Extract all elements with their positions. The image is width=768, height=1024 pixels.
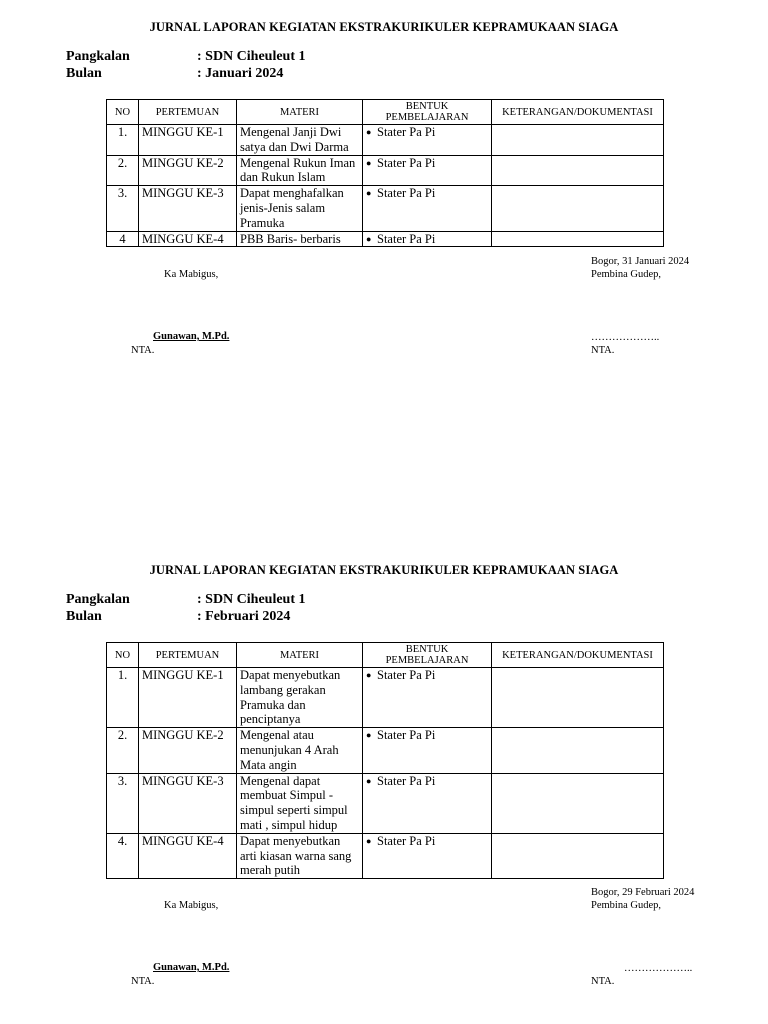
cell-pertemuan: MINGGU KE-3 [139, 773, 237, 833]
cell-keterangan [492, 155, 664, 186]
cell-keterangan [492, 773, 664, 833]
bulan-value: : Januari 2024 [197, 66, 284, 81]
table-row [107, 773, 664, 833]
cell-pertemuan: MINGGU KE-2 [139, 155, 237, 186]
cell-keterangan [492, 186, 664, 231]
pangkalan-value: : SDN Ciheuleut 1 [197, 49, 306, 64]
bentuk-text: Stater Pa Pi [377, 668, 436, 682]
cell-bentuk [363, 773, 492, 833]
bentuk-text: Stater Pa Pi [377, 186, 436, 201]
bentuk-text: Stater Pa Pi [377, 728, 436, 743]
pangkalan-label: Pangkalan [66, 592, 130, 607]
mabigus-name: Gunawan, M.Pd. [153, 331, 230, 342]
cell-no: 1. [107, 668, 139, 728]
place-date: Bogor, 31 Januari 2024 [591, 256, 690, 267]
table-header-row [107, 100, 664, 125]
cell-keterangan [492, 125, 664, 156]
cell-materi: Dapat menyebutkan lambang gerakan Pramuka dan penciptanya [237, 668, 363, 728]
cell-materi: Mengenal Rukun Iman dan Rukun Islam [237, 155, 363, 186]
table-row [107, 668, 664, 728]
cell-materi: Mengenal atau menunjukan 4 Arah Mata angin [237, 728, 363, 773]
cell-materi: Dapat menyebutkan arti kiasan warna sang merah putih [237, 833, 363, 878]
bulan-label: Bulan [66, 66, 102, 81]
bullet-icon: ● [366, 730, 372, 741]
cell-materi: Mengenal dapat membuat Simpul - simpul seperti simpul mati , simpul hidup [237, 773, 363, 833]
cell-no: 2. [107, 155, 139, 186]
pembina-nta: NTA. [591, 976, 615, 987]
header-keterangan: KETERANGAN/DOKUMENTASI [492, 100, 664, 125]
bentuk-text: Stater Pa Pi [377, 231, 436, 246]
pangkalan-label: Pangkalan [66, 49, 130, 64]
mabigus-role: Ka Mabigus, [164, 900, 219, 911]
table-row [107, 231, 664, 247]
cell-pertemuan: MINGGU KE-4 [139, 833, 237, 878]
cell-pertemuan: MINGGU KE-3 [139, 186, 237, 231]
header-bentuk: BENTUK PEMBELAJARAN [363, 100, 492, 125]
header-pertemuan: PERTEMUAN [139, 643, 237, 668]
mabigus-role: Ka Mabigus, [164, 269, 219, 280]
bulan-label: Bulan [66, 609, 102, 624]
cell-no: 3. [107, 773, 139, 833]
cell-materi: PBB Baris- berbaris [237, 231, 363, 247]
header-bentuk: BENTUK PEMBELAJARAN [363, 643, 492, 668]
mabigus-nta: NTA. [131, 345, 155, 356]
cell-no: 3. [107, 186, 139, 231]
bentuk-text: Stater Pa Pi [377, 773, 436, 788]
cell-bentuk [363, 186, 492, 231]
bullet-icon: ● [366, 670, 372, 680]
cell-no: 2. [107, 728, 139, 773]
journal-table [106, 99, 664, 247]
cell-keterangan [492, 668, 664, 728]
cell-no: 1. [107, 125, 139, 156]
header-pertemuan: PERTEMUAN [139, 100, 237, 125]
pembina-role: Pembina Gudep, [591, 269, 661, 280]
cell-bentuk [363, 155, 492, 186]
journal-table [106, 642, 664, 879]
cell-pertemuan: MINGGU KE-2 [139, 728, 237, 773]
bullet-icon: ● [366, 233, 372, 244]
table-row [107, 186, 664, 231]
pembina-nta: NTA. [591, 345, 615, 356]
bulan-value: : Februari 2024 [197, 609, 291, 624]
header-materi: MATERI [237, 643, 363, 668]
table-header-row [107, 643, 664, 668]
cell-keterangan [492, 231, 664, 247]
cell-bentuk [363, 231, 492, 247]
header-materi: MATERI [237, 100, 363, 125]
pembina-name: ……………….. [591, 332, 660, 343]
pembina-role: Pembina Gudep, [591, 900, 661, 911]
cell-bentuk [363, 668, 492, 728]
bullet-icon: ● [366, 775, 372, 786]
table-row [107, 728, 664, 773]
bullet-icon: ● [366, 127, 372, 137]
mabigus-nta: NTA. [131, 976, 155, 987]
cell-materi: Dapat menghafalkan jenis-Jenis salam Pramuka [237, 186, 363, 231]
report-title: JURNAL LAPORAN KEGIATAN EKSTRAKURIKULER KEPRAMUKAAN SIAGA [149, 20, 619, 34]
table-row [107, 125, 664, 156]
cell-pertemuan: MINGGU KE-4 [139, 231, 237, 247]
cell-bentuk [363, 728, 492, 773]
cell-bentuk [363, 833, 492, 878]
report-title: JURNAL LAPORAN KEGIATAN EKSTRAKURIKULER KEPRAMUKAAN SIAGA [149, 563, 619, 577]
bullet-icon: ● [366, 188, 372, 199]
table-row [107, 155, 664, 186]
header-no: NO [107, 100, 139, 125]
bentuk-text: Stater Pa Pi [377, 125, 436, 139]
mabigus-name: Gunawan, M.Pd. [153, 962, 230, 973]
bullet-icon: ● [366, 835, 372, 846]
header-no: NO [107, 643, 139, 668]
pembina-name: ……………….. [624, 963, 693, 974]
bentuk-text: Stater Pa Pi [377, 155, 436, 170]
cell-materi: Mengenal Janji Dwi satya dan Dwi Darma [237, 125, 363, 156]
cell-no: 4. [107, 833, 139, 878]
cell-bentuk [363, 125, 492, 156]
place-date: Bogor, 29 Februari 2024 [591, 887, 695, 898]
table-row [107, 833, 664, 878]
header-keterangan: KETERANGAN/DOKUMENTASI [492, 643, 664, 668]
cell-pertemuan: MINGGU KE-1 [139, 125, 237, 156]
cell-keterangan [492, 728, 664, 773]
cell-no: 4 [107, 231, 139, 247]
pangkalan-value: : SDN Ciheuleut 1 [197, 592, 306, 607]
bullet-icon: ● [366, 157, 372, 168]
bentuk-text: Stater Pa Pi [377, 833, 436, 848]
cell-pertemuan: MINGGU KE-1 [139, 668, 237, 728]
cell-keterangan [492, 833, 664, 878]
